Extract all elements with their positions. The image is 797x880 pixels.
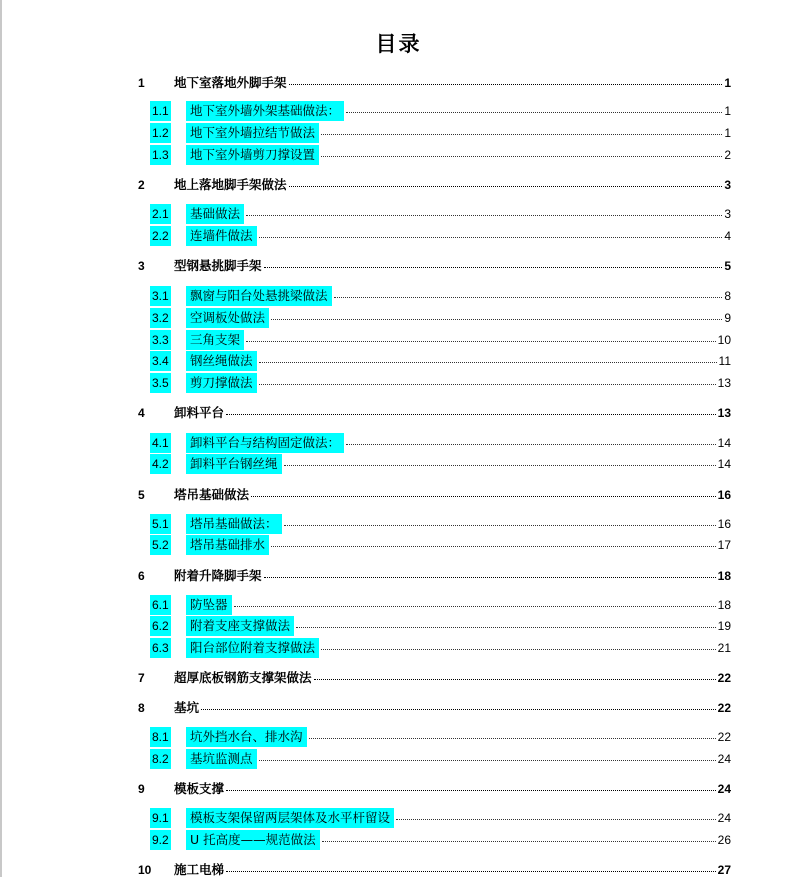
toc-heading: 卸料平台与结构固定做法： xyxy=(190,435,341,450)
toc-page-number: 22 xyxy=(717,701,731,715)
toc-page-number: 17 xyxy=(717,538,731,552)
toc-heading: 地下室外墙拉结节做法 xyxy=(190,125,316,140)
toc-chapter-row[interactable] xyxy=(0,403,797,423)
toc-page-number: 24 xyxy=(717,782,731,796)
dot-leader xyxy=(321,649,716,650)
dot-leader xyxy=(251,496,716,497)
dot-leader xyxy=(264,577,716,578)
toc-chapter-row[interactable] xyxy=(0,779,797,799)
toc-section-row[interactable] xyxy=(0,226,797,246)
toc-number: 9.2 xyxy=(152,833,169,847)
dot-leader xyxy=(309,738,716,739)
dot-leader xyxy=(259,384,716,385)
toc-number: 5 xyxy=(138,488,145,502)
toc-heading: 基坑监测点 xyxy=(190,751,253,766)
toc-heading: 空调板处做法 xyxy=(190,310,266,325)
dot-leader xyxy=(246,341,716,342)
toc-number: 3.4 xyxy=(152,354,169,368)
toc-number: 3.1 xyxy=(152,289,169,303)
toc-section-row[interactable] xyxy=(0,616,797,636)
toc-page-number: 4 xyxy=(724,229,731,243)
toc-page-number: 18 xyxy=(717,598,731,612)
dot-leader xyxy=(346,112,722,113)
toc-heading: 塔吊基础做法 xyxy=(174,487,250,502)
toc-heading: 模板支架保留两层架体及水平杆留设 xyxy=(190,810,391,825)
dot-leader xyxy=(296,627,716,628)
toc-number: 5.1 xyxy=(152,517,169,531)
toc-page-number: 22 xyxy=(717,671,731,685)
toc-heading: 防坠器 xyxy=(190,597,228,612)
toc-section-row[interactable] xyxy=(0,351,797,371)
toc-heading: 附着升降脚手架 xyxy=(174,568,262,583)
toc-section-row[interactable] xyxy=(0,514,797,534)
toc-number: 9.1 xyxy=(152,811,169,825)
toc-number: 3.5 xyxy=(152,376,169,390)
toc-number: 6.2 xyxy=(152,619,169,633)
toc-heading: 基坑 xyxy=(174,700,200,715)
toc-chapter-row[interactable] xyxy=(0,860,797,880)
toc-page-number: 1 xyxy=(724,76,731,90)
dot-leader xyxy=(226,414,716,415)
dot-leader xyxy=(271,319,722,320)
toc-heading: 地上落地脚手架做法 xyxy=(174,177,287,192)
toc-heading: 超厚底板钢筋支撑架做法 xyxy=(174,670,312,685)
toc-section-row[interactable] xyxy=(0,638,797,658)
toc-number: 3 xyxy=(138,259,145,273)
dot-leader xyxy=(234,606,716,607)
dot-leader xyxy=(259,760,716,761)
toc-number: 10 xyxy=(138,863,152,877)
toc-number: 2 xyxy=(138,178,145,192)
toc-page-number: 14 xyxy=(717,436,731,450)
toc-section-row[interactable] xyxy=(0,727,797,747)
toc-chapter-row[interactable] xyxy=(0,256,797,276)
dot-leader xyxy=(259,237,722,238)
toc-page-number: 19 xyxy=(717,619,731,633)
toc-number: 1.1 xyxy=(152,104,169,118)
toc-section-row[interactable] xyxy=(0,454,797,474)
toc-section-row[interactable] xyxy=(0,535,797,555)
toc-page-number: 18 xyxy=(717,569,731,583)
toc-section-row[interactable] xyxy=(0,123,797,143)
toc-number: 3.2 xyxy=(152,311,169,325)
toc-number: 2.2 xyxy=(152,229,169,243)
dot-leader xyxy=(321,134,722,135)
toc-heading: 地下室外墙外架基础做法： xyxy=(190,103,341,118)
toc-heading: 钢丝绳做法 xyxy=(190,353,253,368)
toc-section-row[interactable] xyxy=(0,145,797,165)
toc-page-number: 3 xyxy=(724,207,731,221)
toc-page-number: 13 xyxy=(717,406,731,420)
toc-heading: 塔吊基础排水 xyxy=(190,537,266,552)
toc-heading: 剪刀撑做法 xyxy=(190,375,253,390)
dot-leader xyxy=(226,871,716,872)
toc-number: 2.1 xyxy=(152,207,169,221)
toc-page-number: 2 xyxy=(724,148,731,162)
toc-heading: 坑外挡水台、排水沟 xyxy=(190,729,303,744)
toc-page-number: 16 xyxy=(717,488,731,502)
toc-page-number: 10 xyxy=(717,333,731,347)
dot-leader xyxy=(246,215,722,216)
dot-leader xyxy=(334,297,722,298)
toc-number: 4 xyxy=(138,406,145,420)
toc-page-number: 27 xyxy=(717,863,731,877)
toc-heading: 飘窗与阳台处悬挑梁做法 xyxy=(190,288,328,303)
toc-section-row[interactable] xyxy=(0,808,797,828)
toc-section-row[interactable] xyxy=(0,749,797,769)
dot-leader xyxy=(314,679,716,680)
toc-number: 5.2 xyxy=(152,538,169,552)
toc-page-number: 11 xyxy=(718,354,731,368)
toc-heading: 地下室落地外脚手架 xyxy=(174,75,287,90)
toc-page-number: 16 xyxy=(717,517,731,531)
toc-number: 7 xyxy=(138,671,145,685)
toc-number: 3.3 xyxy=(152,333,169,347)
dot-leader xyxy=(264,267,722,268)
dot-leader xyxy=(289,84,722,85)
toc-number: 4.2 xyxy=(152,457,169,471)
toc-section-row[interactable] xyxy=(0,595,797,615)
toc-heading: 施工电梯 xyxy=(174,862,225,877)
dot-leader xyxy=(284,525,716,526)
toc-heading: 卸料平台 xyxy=(174,405,225,420)
toc-section-row[interactable] xyxy=(0,286,797,306)
toc-heading: 模板支撑 xyxy=(174,781,225,796)
toc-section-row[interactable] xyxy=(0,204,797,224)
toc-number: 8 xyxy=(138,701,145,715)
toc-page-number: 5 xyxy=(724,259,731,273)
toc-heading: U 托高度——规范做法 xyxy=(190,832,316,847)
toc-section-row[interactable] xyxy=(0,101,797,121)
dot-leader xyxy=(289,186,722,187)
toc-number: 1.3 xyxy=(152,148,169,162)
dot-leader xyxy=(201,709,716,710)
toc-number: 8.1 xyxy=(152,730,169,744)
toc-page-number: 13 xyxy=(717,376,731,390)
toc-section-row[interactable] xyxy=(0,830,797,850)
toc-number: 9 xyxy=(138,782,145,796)
toc-chapter-row[interactable] xyxy=(0,566,797,586)
toc-heading: 基础做法 xyxy=(190,206,241,221)
toc-page-number: 14 xyxy=(717,457,731,471)
toc-section-row[interactable] xyxy=(0,308,797,328)
toc-page-number: 3 xyxy=(724,178,731,192)
toc-chapter-row[interactable] xyxy=(0,485,797,505)
toc-section-row[interactable] xyxy=(0,433,797,453)
toc-heading: 三角支架 xyxy=(190,332,241,347)
toc-number: 1.2 xyxy=(152,126,169,140)
toc-section-row[interactable] xyxy=(0,373,797,393)
toc-page-number: 22 xyxy=(717,730,731,744)
toc-heading: 卸料平台钢丝绳 xyxy=(190,456,278,471)
toc-number: 1 xyxy=(138,76,145,90)
toc-page-number: 1 xyxy=(724,104,731,118)
dot-leader xyxy=(271,546,716,547)
page-title: 目录 xyxy=(375,32,422,56)
toc-chapter-row[interactable] xyxy=(0,175,797,195)
toc-chapter-row[interactable] xyxy=(0,698,797,718)
toc-heading: 连墙件做法 xyxy=(190,228,253,243)
toc-page-number: 1 xyxy=(724,126,731,140)
toc-number: 6.1 xyxy=(152,598,169,612)
dot-leader xyxy=(284,465,716,466)
toc-number: 6.3 xyxy=(152,641,169,655)
toc-page-number: 21 xyxy=(717,641,731,655)
toc-chapter-row[interactable] xyxy=(0,668,797,688)
toc-page-number: 24 xyxy=(717,752,731,766)
toc-heading: 塔吊基础做法： xyxy=(190,516,278,531)
toc-heading: 阳台部位附着支撑做法 xyxy=(190,640,316,655)
dot-leader xyxy=(321,156,722,157)
toc-number: 4.1 xyxy=(152,436,169,450)
dot-leader xyxy=(396,819,716,820)
toc-page-number: 8 xyxy=(724,289,731,303)
dot-leader xyxy=(346,444,716,445)
toc-page-number: 9 xyxy=(724,311,731,325)
toc-heading: 附着支座支撑做法 xyxy=(190,618,291,633)
toc-number: 6 xyxy=(138,569,145,583)
toc-number: 8.2 xyxy=(152,752,169,766)
dot-leader xyxy=(226,790,716,791)
toc-heading: 地下室外墙剪刀撑设置 xyxy=(190,147,316,162)
toc-heading: 型钢悬挑脚手架 xyxy=(174,258,262,273)
dot-leader xyxy=(322,841,716,842)
toc-chapter-row[interactable] xyxy=(0,73,797,93)
toc-page-number: 26 xyxy=(717,833,731,847)
dot-leader xyxy=(259,362,717,363)
toc-page-number: 24 xyxy=(717,811,731,825)
toc-section-row[interactable] xyxy=(0,330,797,350)
